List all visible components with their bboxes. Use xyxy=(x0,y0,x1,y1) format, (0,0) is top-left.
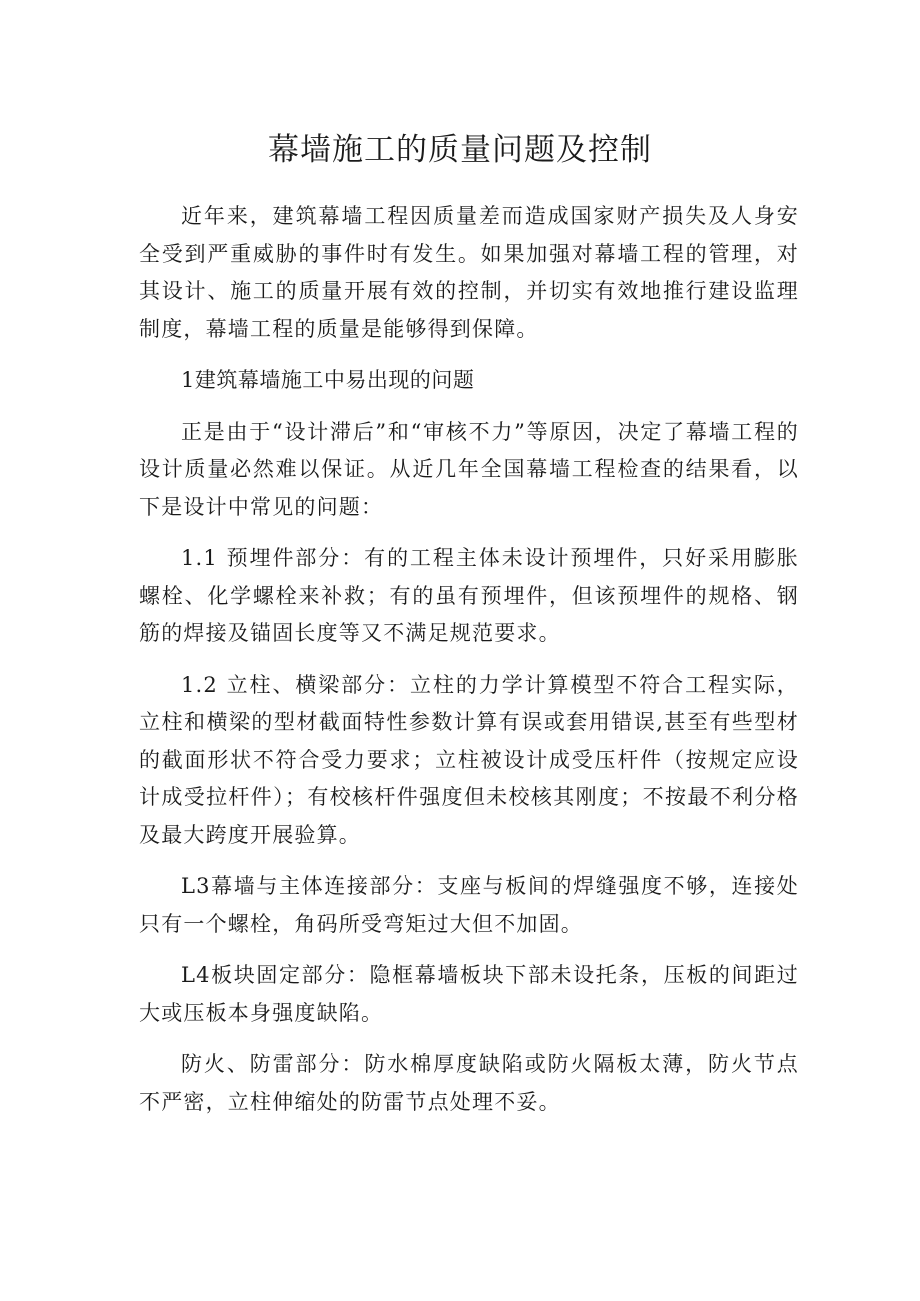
paragraph-1-3-connection: L3幕墙与主体连接部分：支座与板间的焊缝强度不够，连接处只有一个螺栓，角码所受弯矩过大但不加固。 xyxy=(139,874,799,936)
paragraph-1-4-panel-fixing: L4板块固定部分：隐框幕墙板块下部未设托条，压板的间距过大或压板本身强度缺陷。 xyxy=(139,963,799,1025)
paragraph-fire-lightning: 防火、防雷部分：防水棉厚度缺陷或防火隔板太薄，防火节点不严密，立柱伸缩处的防雷节点处理不妥。 xyxy=(139,1052,799,1114)
paragraph-1-2-columns-beams: 1.2 立柱、横梁部分：立柱的力学计算模型不符合工程实际，立柱和横梁的型材截面特性参数计算有误或套用错误,甚至有些型材的截面形状不符合受力要求；立柱被设计成受压杆件（按规定应设计成受拉杆件）；有校核杆件强度但未校核其刚度；不按最不利分格及最大跨度开展验算。 xyxy=(139,672,799,847)
section-heading-1: 1建筑幕墙施工中易出现的问题 xyxy=(181,368,475,392)
paragraph-1-1-embedded-parts: 1.1 预埋件部分：有的工程主体未设计预埋件，只好采用膨胀螺栓、化学螺栓来补救；有的虽有预埋件，但该预埋件的规格、钢筋的焊接及锚固长度等又不满足规范要求。 xyxy=(139,546,799,645)
document-title: 幕墙施工的质量问题及控制 xyxy=(268,132,652,168)
paragraph-intro: 近年来，建筑幕墙工程因质量差而造成国家财产损失及人身安全受到严重威胁的事件时有发生。如果加强对幕墙工程的管理，对其设计、施工的质量开展有效的控制，并切实有效地推行建设监理制度，幕墙工程的质量是能够得到保障。 xyxy=(139,204,799,341)
paragraph-design-issues: 正是由于“设计滞后”和“审核不力”等原因，决定了幕墙工程的设计质量必然难以保证。从近几年全国幕墙工程检查的结果看，以下是设计中常见的问题： xyxy=(139,419,799,519)
document-body xyxy=(139,198,799,1135)
